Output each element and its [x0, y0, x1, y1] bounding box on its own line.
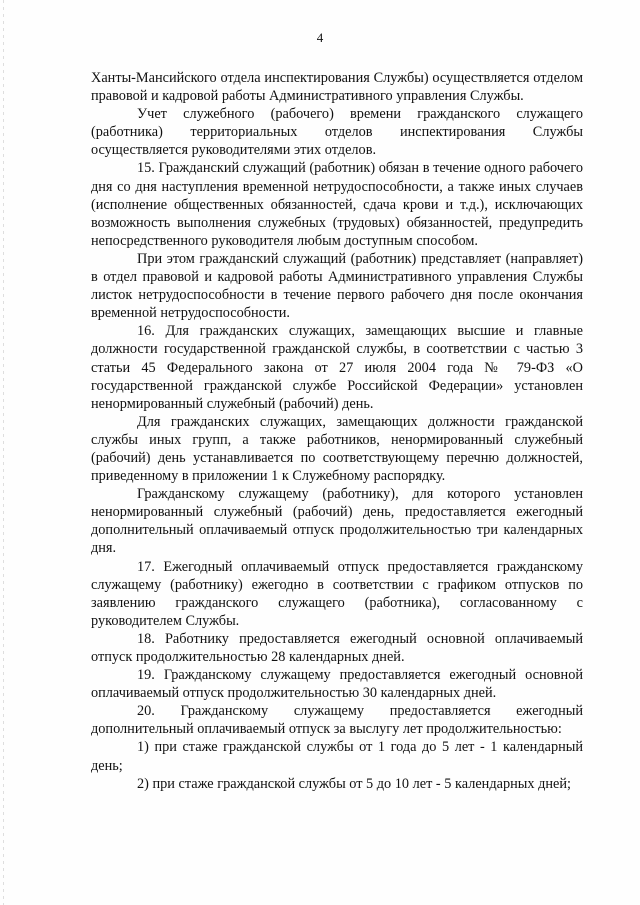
page-number: 4: [316, 30, 324, 45]
paragraph-additional-leave: Гражданскому служащему (работнику), для которого установлен ненормированный служебный (рабочий) день, предоставляется ежегодный дополнительный оплачиваемый отпуск продолжительностью три календарных дня.: [91, 486, 583, 557]
list-item-seniority-2: 2) при стаже гражданской службы от 5 до 10 лет - 5 календарных дней;: [137, 775, 571, 792]
paragraph-continuation: Ханты-Мансийского отдела инспектирования Службы) осуществляется отделом правовой и кадровой работы Административного управления Службы.: [91, 70, 583, 105]
paragraph-item-20: 20. Гражданскому служащему предоставляется ежегодный дополнительный оплачиваемый отпуск за выслугу лет продолжительностью:: [91, 703, 583, 738]
document-body: [91, 69, 583, 793]
paragraph-item-16: 16. Для гражданских служащих, замещающих высшие и главные должности государственной гражданской службы, в соответствии с частью 3 статьи 45 Федерального закона от 27 июля 2004 года № 79-ФЗ «О государственной гражданской службе Российской Федерации» установлен ненормированный служебный (рабочий) день.: [91, 323, 583, 412]
paragraph-time-accounting: Учет служебного (рабочего) времени гражданского служащего (работника) территориальных отделов инспектирования Службы осуществляется руководителями этих отделов.: [91, 106, 583, 159]
paragraph-item-17: 17. Ежегодный оплачиваемый отпуск предоставляется гражданскому служащему (работнику) ежегодно в соответствии с графиком отпусков по заявлению гражданского служащего (работника), согласованному с руководителем Службы.: [91, 558, 583, 629]
paragraph-sick-leave: При этом гражданский служащий (работник) представляет (направляет) в отдел правовой и кадровой работы Административного управления Службы листок нетрудоспособности в течение первого рабочего дня после окончания временной нетрудоспособности.: [91, 250, 583, 322]
paragraph-item-19: 19. Гражданскому служащему предоставляется ежегодный основной оплачиваемый отпуск продолжительностью 30 календарных дней.: [91, 667, 583, 702]
paragraph-item-15: 15. Гражданский служащий (работник) обязан в течение одного рабочего дня со дня наступления временной нетрудоспособности, а также иных случаев (исполнение общественных обязанностей, сдача крови и т.д.), исключающих возможность выполнения служебных (трудовых) обязанностей, предупредить непосредственного руководителя любым доступным способом.: [91, 160, 583, 249]
paragraph-item-18: 18. Работнику предоставляется ежегодный основной оплачиваемый отпуск продолжительностью 28 календарных дней.: [91, 630, 583, 665]
list-item-seniority-1: 1) при стаже гражданской службы от 1 года до 5 лет - 1 календарный день;: [91, 739, 583, 774]
scan-edge-artifact: [3, 0, 4, 905]
paragraph-other-groups: Для гражданских служащих, замещающих должности гражданской службы иных групп, а также работников, ненормированный служебный (рабочий) день устанавливается по соответствующему перечню должностей, приведенному в приложении 1 к Служебному распорядку.: [91, 413, 583, 485]
